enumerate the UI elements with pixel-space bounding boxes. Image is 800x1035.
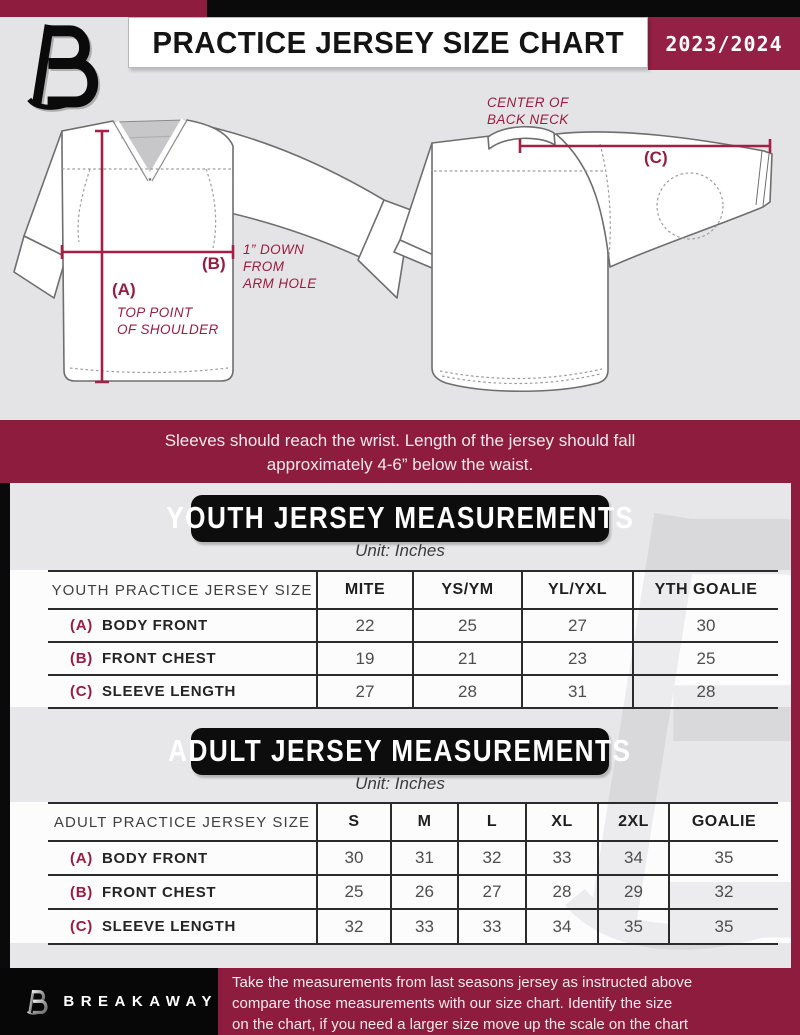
breakaway-footer-logo bbox=[26, 985, 50, 1019]
measurement-value: 31 bbox=[390, 840, 457, 874]
row-label-text: BODY FRONT bbox=[101, 617, 208, 634]
size-column-header: YS/YM bbox=[412, 572, 521, 608]
season-badge bbox=[648, 17, 800, 70]
title-banner bbox=[128, 17, 648, 68]
top-strip-black-segment bbox=[207, 0, 800, 17]
measurement-value: 26 bbox=[390, 874, 457, 908]
measurements-section bbox=[0, 483, 800, 968]
youth-size-table bbox=[48, 570, 778, 709]
youth-unit-label: Unit: Inches bbox=[355, 541, 445, 560]
row-key: (C) bbox=[70, 683, 93, 700]
annotation-c-key: (C) bbox=[644, 148, 668, 167]
measurement-value: 34 bbox=[597, 840, 668, 874]
annotation-top-point-note: TOP POINT OF SHOULDER bbox=[117, 305, 219, 337]
measurement-value: 19 bbox=[316, 641, 412, 674]
table-label-header: ADULT PRACTICE JERSEY SIZE bbox=[53, 813, 311, 831]
size-column-header: 2XL bbox=[597, 804, 668, 840]
fit-notice-line2: approximately 4-6” below the waist. bbox=[266, 454, 534, 474]
adult-unit-label: Unit: Inches bbox=[355, 774, 445, 793]
table-label-header: YOUTH PRACTICE JERSEY SIZE bbox=[51, 581, 313, 599]
row-label-text: SLEEVE LENGTH bbox=[101, 683, 237, 700]
size-column-header: M bbox=[390, 804, 457, 840]
adult-section-heading: ADULT JERSEY MEASUREMENTS bbox=[191, 728, 609, 775]
row-label-text: FRONT CHEST bbox=[101, 650, 217, 667]
measurement-value: 35 bbox=[668, 840, 778, 874]
measurement-value: 28 bbox=[412, 674, 521, 707]
measurement-value: 25 bbox=[632, 641, 778, 674]
measurement-value: 27 bbox=[457, 874, 525, 908]
right-edge-stripe bbox=[791, 483, 800, 968]
row-label-text: SLEEVE LENGTH bbox=[101, 918, 237, 935]
measurement-value: 33 bbox=[390, 908, 457, 943]
measurement-value: 35 bbox=[668, 908, 778, 943]
size-column-header: MITE bbox=[316, 572, 412, 608]
breakaway-logo bbox=[24, 20, 108, 112]
footer-instructions-line1: Take the measurements from last seasons jersey as instructed above bbox=[232, 974, 693, 991]
row-label bbox=[48, 840, 316, 874]
fit-notice-line1: Sleeves should reach the wrist. Length of the jersey should fall bbox=[164, 431, 636, 450]
measurement-value: 25 bbox=[316, 874, 390, 908]
annotation-arm-hole-note: 1” DOWN FROM ARM HOLE bbox=[243, 242, 317, 291]
row-key: (A) bbox=[70, 849, 93, 867]
adult-size-table bbox=[48, 802, 778, 945]
top-accent-strip bbox=[0, 0, 800, 17]
measurement-value: 31 bbox=[521, 674, 632, 707]
measurement-value: 33 bbox=[525, 840, 597, 874]
jersey-diagrams bbox=[0, 17, 800, 420]
measurement-value: 27 bbox=[316, 674, 412, 707]
footer bbox=[0, 968, 800, 1035]
measurement-value: 32 bbox=[316, 908, 390, 943]
youth-section-heading: YOUTH JERSEY MEASUREMENTS bbox=[191, 495, 609, 542]
footer-instructions bbox=[218, 968, 800, 1035]
measurement-value: 21 bbox=[412, 641, 521, 674]
measurement-value: 32 bbox=[668, 874, 778, 908]
size-column-header: YTH GOALIE bbox=[632, 572, 778, 608]
row-key: (B) bbox=[70, 883, 93, 901]
row-label bbox=[48, 641, 316, 674]
row-key: (A) bbox=[70, 617, 93, 634]
row-label bbox=[48, 874, 316, 908]
left-edge-stripe bbox=[0, 483, 10, 968]
annotation-center-of-back-neck: CENTER OF BACK NECK bbox=[487, 95, 569, 127]
row-key: (B) bbox=[70, 650, 93, 667]
size-column-header: YL/YXL bbox=[521, 572, 632, 608]
footer-instructions-line2: compare those measurements with our size chart. Identify the size bbox=[232, 995, 673, 1012]
row-label bbox=[48, 674, 316, 707]
row-key: (C) bbox=[70, 918, 93, 935]
annotation-b-key: (B) bbox=[202, 254, 226, 273]
size-column-header: L bbox=[457, 804, 525, 840]
measurement-value: 35 bbox=[597, 908, 668, 943]
measurement-value: 34 bbox=[525, 908, 597, 943]
size-column-header: XL bbox=[525, 804, 597, 840]
measurement-value: 25 bbox=[412, 608, 521, 641]
measurement-value: 30 bbox=[316, 840, 390, 874]
footer-brand-name: BREAKAWAY bbox=[63, 993, 218, 1010]
row-label bbox=[48, 608, 316, 641]
jersey-diagram-area bbox=[0, 17, 800, 420]
row-label-text: BODY FRONT bbox=[101, 849, 208, 867]
top-strip-maroon-segment bbox=[0, 0, 207, 17]
footer-instructions-line3: on the chart, if you need a larger size move up the scale on the chart bbox=[232, 1016, 689, 1033]
row-label bbox=[48, 908, 316, 943]
measurement-value: 23 bbox=[521, 641, 632, 674]
size-column-header: S bbox=[316, 804, 390, 840]
back-body bbox=[432, 129, 608, 391]
footer-brand-block bbox=[0, 968, 218, 1035]
measurement-value: 28 bbox=[525, 874, 597, 908]
measurement-value: 30 bbox=[632, 608, 778, 641]
page-title: PRACTICE JERSEY SIZE CHART bbox=[152, 24, 624, 60]
size-column-header: GOALIE bbox=[668, 804, 778, 840]
fit-notice-banner bbox=[0, 420, 800, 483]
measurement-value: 33 bbox=[457, 908, 525, 943]
measurement-value: 32 bbox=[457, 840, 525, 874]
measurement-value: 29 bbox=[597, 874, 668, 908]
season-label: 2023/2024 bbox=[665, 31, 783, 56]
row-label-text: FRONT CHEST bbox=[101, 883, 217, 901]
measurement-value: 28 bbox=[632, 674, 778, 707]
measurement-value: 27 bbox=[521, 608, 632, 641]
annotation-a-key: (A) bbox=[112, 280, 136, 299]
measurement-value: 22 bbox=[316, 608, 412, 641]
